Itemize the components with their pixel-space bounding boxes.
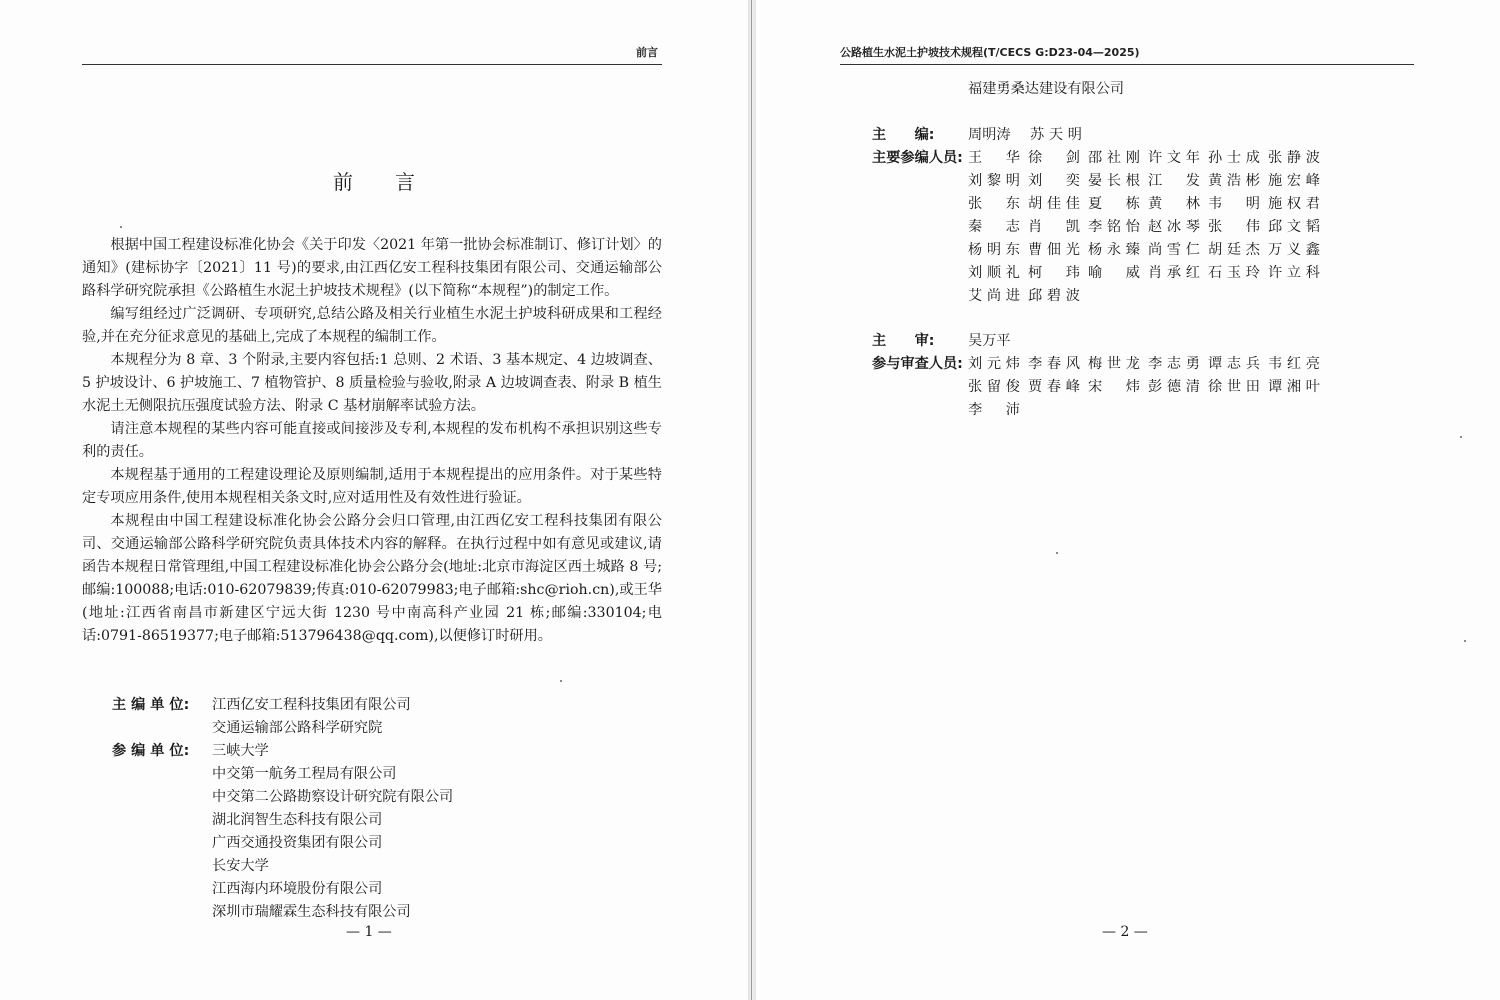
- person-name: 梅世龙: [1088, 356, 1140, 372]
- person-name: 李志勇: [1148, 356, 1200, 372]
- right-page: [756, 0, 1500, 1000]
- person-name: 尚雪仁: [1148, 242, 1200, 258]
- left-page-number: — 1 —: [346, 924, 392, 940]
- person-name: 黄浩彬: [1208, 173, 1260, 189]
- person-name: 肖承红: [1148, 265, 1200, 281]
- person-name: 李铭怡: [1088, 219, 1140, 235]
- right-page-number: — 2 —: [1102, 924, 1148, 940]
- chief-units-label: 主 编 单 位:: [112, 697, 190, 713]
- person-name: 李春风: [1028, 356, 1080, 372]
- scan-speck: [1056, 552, 1058, 554]
- right-running-head: 公路植生水泥土护坡技术规程(T/CECS G:D23-04—2025): [840, 46, 1140, 59]
- scan-speck: [120, 226, 122, 228]
- person-name: 张留俊: [968, 379, 1020, 395]
- chief-units-list: [212, 694, 411, 740]
- paragraph: 本规程分为 8 章、3 个附录,主要内容包括:1 总则、2 术语、3 基本规定、4 边坡调查、5 护坡设计、6 护坡施工、7 植物管护、8 质量检验与验收,附录 A 边坡调查表、附录 B 植生水泥土无侧限抗压强度试验方法、附录 C 基材崩解率试验方法。: [82, 352, 662, 414]
- person-name: 李 沛: [968, 402, 1020, 418]
- person-name: 徐 剑: [1028, 150, 1080, 166]
- person-name: 彭德清: [1148, 379, 1200, 395]
- reviewers-label: 参与审查人员:: [872, 356, 963, 372]
- left-header-rule: [82, 64, 662, 65]
- scan-speck: [1464, 640, 1466, 642]
- list-item: 中交第二公路勘察设计研究院有限公司: [212, 789, 454, 805]
- person-name: 许文年: [1148, 150, 1200, 166]
- list-item: 广西交通投资集团有限公司: [212, 835, 383, 851]
- book-binding: [748, 0, 756, 1000]
- person-name: 赵冰琴: [1148, 219, 1200, 235]
- person-name: 胡佳佳: [1028, 196, 1080, 212]
- page-title: 前言: [333, 170, 457, 194]
- person-name: 韦红亮: [1268, 356, 1320, 372]
- paragraph: 编写组经过广泛调研、专项研究,总结公路及相关行业植生水泥土护坡科研成果和工程经验,并在充分征求意见的基础上,完成了本规程的编制工作。: [82, 306, 662, 345]
- person-name: 吴万平: [968, 333, 1011, 349]
- list-item: 三峡大学: [212, 743, 269, 759]
- person-name: 王 华: [968, 150, 1020, 166]
- person-name: 曹佃光: [1028, 242, 1080, 258]
- person-name: 江 发: [1148, 173, 1200, 189]
- person-name: 杨永臻: [1088, 242, 1140, 258]
- list-item: 湖北润智生态科技有限公司: [212, 812, 383, 828]
- list-item: 江西海内环境股份有限公司: [212, 881, 383, 897]
- person-name: 宋 炜: [1088, 379, 1140, 395]
- person-name: 艾尚进: [968, 288, 1020, 304]
- left-running-head: 前言: [636, 46, 658, 59]
- person-name: 胡廷杰: [1208, 242, 1260, 258]
- participating-units-label: 参 编 单 位:: [112, 743, 190, 759]
- right-header-rule: [840, 64, 1414, 65]
- list-item: 长安大学: [212, 858, 269, 874]
- chief-editor-label: 主 编:: [872, 127, 935, 143]
- person-name: 肖 凯: [1028, 219, 1080, 235]
- person-name: 苏天明: [1030, 127, 1082, 143]
- person-name: 施宏峰: [1268, 173, 1320, 189]
- person-name: 刘顺礼: [968, 265, 1020, 281]
- scan-speck: [560, 680, 562, 682]
- list-item: 江西亿安工程科技集团有限公司: [212, 697, 411, 713]
- list-item: 中交第一航务工程局有限公司: [212, 766, 397, 782]
- participating-units-list: [212, 740, 453, 924]
- paragraph: 请注意本规程的某些内容可能直接或间接涉及专利,本规程的发布机构不承担识别这些专利的责任。: [82, 421, 662, 460]
- paragraph: 根据中国工程建设标准化协会《关于印发〈2021 年第一批协会标准制订、修订计划〉的通知》(建标协字〔2021〕11 号)的要求,由江西亿安工程科技集团有限公司、交通运输部公路科学研究院承担《公路植生水泥土护坡技术规程》(以下简称“本规程”)的制定工作。: [82, 237, 662, 299]
- person-name: 贾春峰: [1028, 379, 1080, 395]
- person-name: 韦 明: [1208, 196, 1260, 212]
- person-name: 刘元炜: [968, 356, 1020, 372]
- person-name: 黄 林: [1148, 196, 1200, 212]
- person-name: 张 东: [968, 196, 1020, 212]
- list-item: 深圳市瑞耀霖生态科技有限公司: [212, 904, 411, 920]
- person-name: 张静波: [1268, 150, 1320, 166]
- preface-body: [82, 234, 662, 648]
- person-name: 晏长根: [1088, 173, 1140, 189]
- person-name: 周明涛: [968, 127, 1011, 143]
- list-item: 交通运输部公路科学研究院: [212, 720, 383, 736]
- person-name: 徐世田: [1208, 379, 1260, 395]
- paragraph: 本规程基于通用的工程建设理论及原则编制,适用于本规程提出的应用条件。对于某些特定专项应用条件,使用本规程相关条文时,应对适用性及有效性进行验证。: [82, 467, 662, 506]
- person-name: 许立科: [1268, 265, 1320, 281]
- scan-speck: [1460, 436, 1462, 438]
- person-name: 杨明东: [968, 242, 1020, 258]
- person-name: 邱碧波: [1028, 288, 1080, 304]
- person-name: 邵社刚: [1088, 150, 1140, 166]
- person-name: 夏 栋: [1088, 196, 1140, 212]
- person-name: 刘 奕: [1028, 173, 1080, 189]
- main-participants-label: 主要参编人员:: [872, 150, 963, 166]
- person-name: 柯 玮: [1028, 265, 1080, 281]
- person-name: 谭志兵: [1208, 356, 1260, 372]
- company-continued: 福建勇桑达建设有限公司: [968, 81, 1125, 97]
- person-name: 孙士成: [1208, 150, 1260, 166]
- person-name: 邱文韬: [1268, 219, 1320, 235]
- person-name: 刘黎明: [968, 173, 1020, 189]
- chief-reviewer-label: 主 审:: [872, 333, 935, 349]
- person-name: 万义鑫: [1268, 242, 1320, 258]
- paragraph: 本规程由中国工程建设标准化协会公路分会归口管理,由江西亿安工程科技集团有限公司、交通运输部公路科学研究院负责具体技术内容的解释。在执行过程中如有意见或建议,请函告本规程日常管理组,中国工程建设标准化协会公路分会(地址:北京市海淀区西土城路 8 号;邮编:100088;电话:010-62079839;传真:010-62079983;电子邮箱:shc@rioh.cn),或王华(地址:江西省南昌市新建区宁远大街 1230 号中南高科产业园 21 栋;邮编:330104;电话:0791-86519377;电子邮箱:513796438@qq.com),以便修订时研用。: [82, 513, 662, 644]
- person-name: 施权君: [1268, 196, 1320, 212]
- person-name: 谭湘叶: [1268, 379, 1320, 395]
- person-name: 张 伟: [1208, 219, 1260, 235]
- person-name: 喻 威: [1088, 265, 1140, 281]
- left-page: [0, 0, 748, 1000]
- person-name: 秦 志: [968, 219, 1020, 235]
- person-name: 石玉玲: [1208, 265, 1260, 281]
